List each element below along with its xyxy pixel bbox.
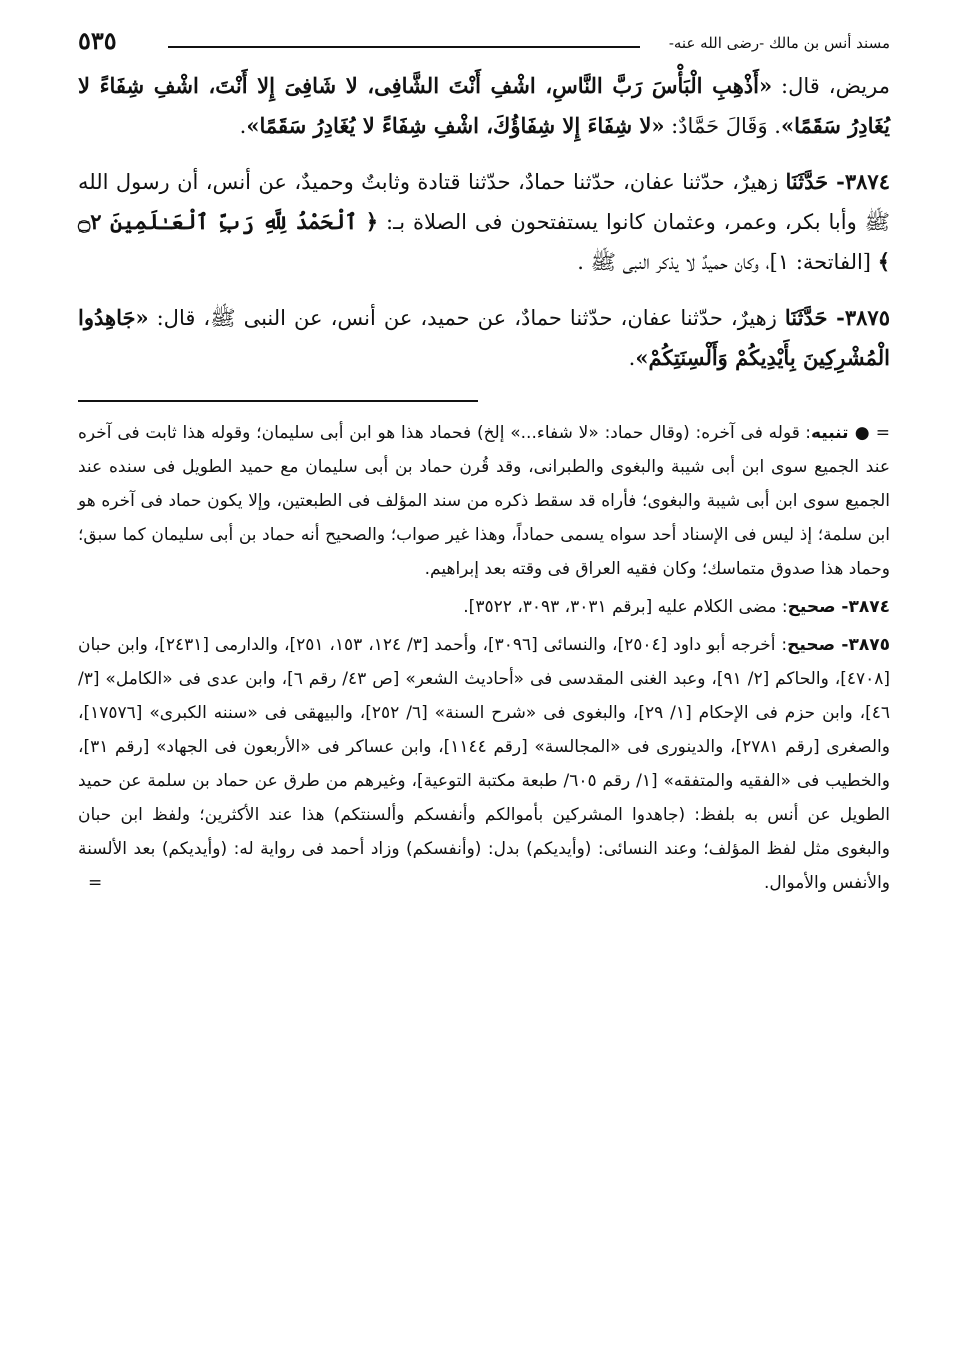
footnotes [78,416,890,900]
page-number: ٥٣٥ [78,26,117,55]
continuation-mark: = [88,873,103,893]
quran-verse: ﴿ ٱلْحَمْدُ لِلَّهِ رَبِّ ٱلْعَـٰلَمِينَ ۝٢ ﴾ [78,209,890,274]
hadith-number: ٣٨٧٤- حَدَّثَنَا [785,169,890,194]
footnote-separator [78,400,478,402]
page [78,26,890,900]
hadith-3875: ٣٨٧٥- حَدَّثَنَا زهيرٌ، حدّثنا عفان، حدّثنا حمادٌ، عن حميد، عن أنس، عن النبى ﷺ، قال: «جَاهِدُوا الْمُشْرِكِينَ بِأَيْدِيكُمْ وَأَلْسِنَتِكُمْ». [78,305,890,370]
hadith-number: ٣٨٧٥- حَدَّثَنَا [784,305,890,330]
hadith-quote: «أَذْهِبِ الْبَأْسَ رَبَّ النَّاسِ، اشْفِ أَنْتَ الشَّافِى، لا شَافِىَ إِلا أَنْتَ، اشْفِ شِفَاءً لا يُغَادِرُ سَقَمًا» [78,73,890,138]
bullet-icon: ● [854,423,870,443]
note-tanbih: = ● تنبيه: قوله فى آخره: (وقال حماد: «لا شفاء...» إلخ) فحماد هذا هو ابن أبى سليمان؛ وقوله هذا ثابت فى آخره عند الجميع سوى ابن أبى شيبة والبغوى والطبرانى، وقد قُرن حماد بن أبى سليمان مع حميد الطويل فى سنده عند الجميع سوى ابن أبى شيبة والبغوى؛ فأراه قد سقط ذكره من سند المؤلف فى الطبعتين، وإلا يكون حماد فى آخره هو ابن سلمة؛ إذ ليس فى الإسناد أحد سواه يسمى حماداً، وهذا غير صواب؛ والصحيح أنه حماد بن أبى سليمان كما سبق؛ وحماد هذا صدوق متماسك؛ وكان فقيه العراق فى وقته بعد إبراهيم. [78,423,890,579]
hadith-3874: ٣٨٧٤- حَدَّثَنَا زهيرٌ، حدّثنا عفان، حدّثنا حمادٌ، حدّثنا قتادة وثابتٌ وحميدٌ، عن أنس، أن رسول الله ﷺ وأبا بكر، وعمر، وعثمان كانوا يستفتحون فى الصلاة بـ: ﴿ ٱلْحَمْدُ لِلَّهِ رَبِّ ٱلْعَـٰلَمِينَ ۝٢ ﴾ [الفاتحة: ١]، وكان حميدٌ لا يذكر النبى ﷺ . [78,169,890,274]
note-label: تنبيه [810,423,849,443]
running-header [78,26,890,66]
main-text [78,66,890,378]
header-title: مسند أنس بن مالك -رضى الله عنه- [668,34,890,52]
hadith-quote: «جَاهِدُوا الْمُشْرِكِينَ بِأَيْدِيكُمْ وَأَلْسِنَتِكُمْ» [78,305,890,370]
hadith-quote-2: «لا شِفَاءَ إِلا شِفَاؤُكَ، اشْفِ شِفَاءً لا يُغَادِرُ سَقَمًا» [246,113,665,138]
header-rule [168,46,640,48]
note-label: ٣٨٧٤- صحيح [787,597,890,617]
note-3874: ٣٨٧٤- صحيح: مضى الكلام عليه [برقم ٣٠٣١، ٣٠٩٣، ٣٥٢٢]. [463,597,890,617]
note-3875: ٣٨٧٥- صحيح: أخرجه أبو داود [٢٥٠٤]، والنسائى [٣٠٩٦]، وأحمد [٣/ ١٢٤، ١٥٣، ٢٥١]، والدارمى [٢٤٣١]، وابن حبان [٤٧٠٨]، والحاكم [٢/ ٩١]، وعبد الغنى المقدسى فى «أحاديث الشعر» [ص ٤٣/ رقم ٦]، وابن عدى فى «الكامل» [٣/ ٤٦]، وابن حزم فى الإحكام [١/ ٢٩]، والبغوى فى «شرح السنة» [٦/ ٢٥٢]، والبيهقى فى «سننه الكبرى» [١٧٥٧٦]، والصغرى [رقم ٢٧٨١]، والدينورى فى «المجالسة» [رقم ١١٤٤]، وابن عساكر فى «الأربعون فى الجهاد» [رقم ٣١]، والخطيب فى «الفقيه والمتفقه» [١/ رقم ٦٠٥/ طبعة مكتبة التوعية]، وغيرهم من طرق عن حماد بن سلمة عن حميد الطويل عن أنس به بلفظ: (جاهدوا المشركين بأموالكم وأنفسكم وألسنتكم) هذا عند الأكثرين؛ ولفظ ابن حبان والبغوى مثل لفظ المؤلف؛ وعند النسائى: (وأيديكم) بدل: (وأنفسكم) وزاد أحمد فى رواية له: (وأيديكم) بعد الألسنة والأنفس والأموال. = [78,628,890,900]
paragraph-continuation: مريض، قال: «أَذْهِبِ الْبَأْسَ رَبَّ النَّاسِ، اشْفِ أَنْتَ الشَّافِى، لا شَافِىَ إِلا أَنْتَ، اشْفِ شِفَاءً لا يُغَادِرُ سَقَمًا». وَقَالَ حَمَّادٌ: «لا شِفَاءَ إِلا شِفَاؤُكَ، اشْفِ شِفَاءً لا يُغَادِرُ سَقَمًا». [78,73,890,138]
note-label: ٣٨٧٥- صحيح [787,635,890,655]
